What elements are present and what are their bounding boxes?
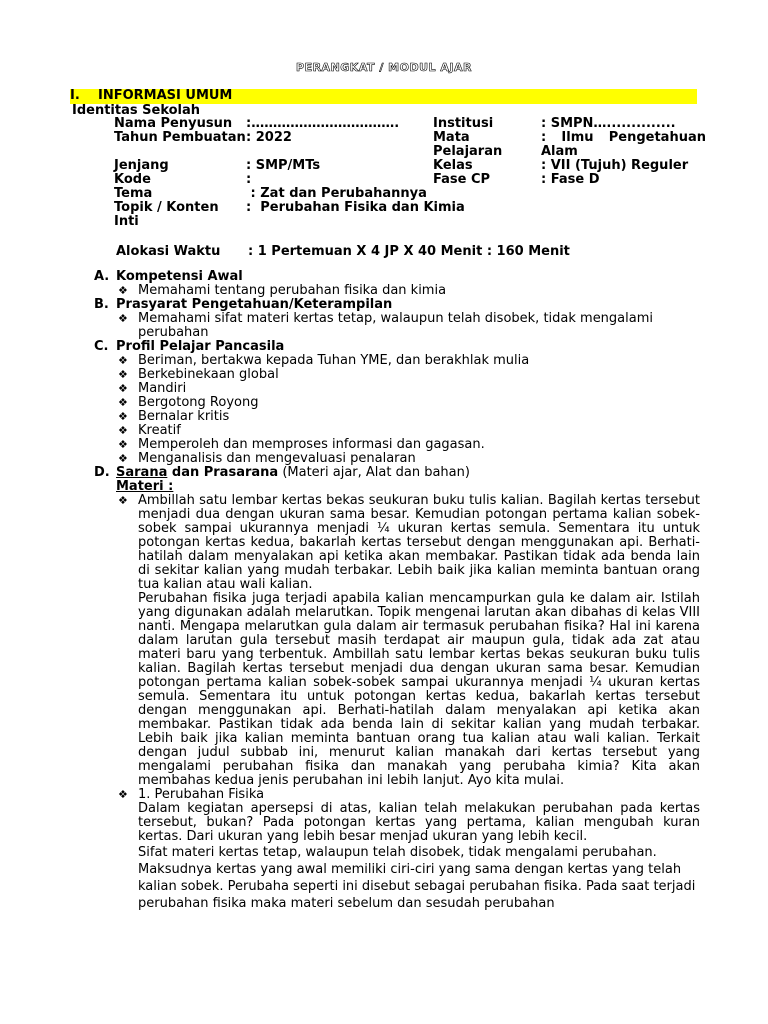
identity-table xyxy=(114,117,706,229)
section-letter: B. xyxy=(94,297,109,312)
jenjang-value: : SMP/MTs xyxy=(246,158,321,173)
alokasi-value: : 1 Pertemuan X 4 JP X 40 Menit : 160 Menit xyxy=(248,244,570,259)
fase-value: : Fase D xyxy=(541,172,600,187)
kelas-label: Kelas xyxy=(433,158,473,173)
tema-value: : Zat dan Perubahannya xyxy=(246,186,427,201)
section-a-heading xyxy=(94,270,700,284)
alokasi-label: Alokasi Waktu xyxy=(116,244,221,259)
diamond-bullet-icon: ❖ xyxy=(118,368,128,381)
tahun-value: : 2022 xyxy=(246,130,292,145)
table-row xyxy=(114,159,706,173)
section-letter: A. xyxy=(94,269,110,284)
table-row xyxy=(114,131,706,159)
diamond-bullet-icon: ❖ xyxy=(118,424,128,437)
section-b-heading xyxy=(94,298,700,312)
table-row xyxy=(114,117,706,131)
institusi-value: : SMPN….............. xyxy=(541,116,676,131)
diamond-bullet-icon: ❖ xyxy=(118,410,128,423)
list-item-text: Menganalisis dan mengevaluasi penalaran xyxy=(138,451,416,466)
table-row xyxy=(114,173,706,187)
mapel-value: : Ilmu Pengetahuan Alam xyxy=(541,130,706,159)
diamond-bullet-icon: ❖ xyxy=(118,452,128,465)
materi-paragraph-1: Ambillah satu lembar kertas bekas seukuran buku tulis kalian. Bagilah kertas tersebut menjadi dua dengan ukuran sama besar. Kemudian potongan pertama kalian sobek-sobek sampai ukurannya menjadi ¼ ukuran kertas semula. Sementara itu untuk potongan kertas kedua, bakarlah kertas tersebut dengan menggunakan api. Berhati-hatilah dalam menyalakan api ketika akan membakar. Pastikan tidak ada benda lain di sekitar kalian yang mudah terbakar. Lebih baik jika kalian meminta bantuan orang tua kalian atau wali kalian. xyxy=(138,493,700,592)
section-title: Kompetensi Awal xyxy=(116,269,243,284)
diamond-bullet-icon: ❖ xyxy=(118,494,128,507)
section-d-heading xyxy=(94,466,700,480)
list-item xyxy=(94,382,700,396)
materi-label: Materi : xyxy=(116,479,174,494)
list-item xyxy=(94,438,700,452)
list-item xyxy=(94,368,700,382)
identitas-heading: Identitas Sekolah xyxy=(72,103,201,118)
table-row xyxy=(114,187,706,201)
list-item xyxy=(94,788,700,802)
fase-label: Fase CP xyxy=(433,172,491,187)
list-item-text: Kreatif xyxy=(138,423,181,438)
kode-label: Kode xyxy=(114,172,151,187)
jenjang-label: Jenjang xyxy=(114,158,169,173)
section-letter: D. xyxy=(94,465,110,480)
list-item xyxy=(94,424,700,438)
fisika-paragraph-2: Sifat materi kertas tetap, walaupun telah disobek, tidak mengalami perubahan. Maksudnya kertas yang awal memiliki ciri-ciri yang sama dengan kertas yang telah kalian sobek. Perubaha seperti ini disebut sebagai perubahan fisika. Pada saat terjadi perubahan fisika maka materi sebelum dan sesudah perubahan xyxy=(138,845,696,911)
diamond-bullet-icon: ❖ xyxy=(118,382,128,395)
list-item-text: Mandiri xyxy=(138,381,187,396)
list-item xyxy=(94,452,700,466)
topik-value: : Perubahan Fisika dan Kimia xyxy=(246,200,465,215)
diamond-bullet-icon: ❖ xyxy=(118,312,128,325)
section-number: I. xyxy=(70,88,80,103)
nama-penyusun-value: :……………………………. xyxy=(246,116,400,131)
kelas-value: : VII (Tujuh) Reguler xyxy=(541,158,689,173)
mapel-label: Mata Pelajaran xyxy=(433,130,503,159)
list-item-text: Beriman, bertakwa kepada Tuhan YME, dan berakhlak mulia xyxy=(138,353,530,368)
section-heading-highlight xyxy=(70,89,697,104)
section-c-heading xyxy=(94,340,700,354)
list-item xyxy=(94,494,700,592)
table-row xyxy=(114,201,706,229)
list-item xyxy=(94,410,700,424)
fisika-item-title: 1. Perubahan Fisika xyxy=(138,787,265,802)
diamond-bullet-icon: ❖ xyxy=(118,438,128,451)
list-item-text: Berkebinekaan global xyxy=(138,367,279,382)
institusi-label: Institusi xyxy=(433,116,494,131)
tema-label: Tema xyxy=(114,186,153,201)
list-item xyxy=(94,354,700,368)
list-item-text: Memahami tentang perubahan fisika dan kimia xyxy=(138,283,447,298)
diamond-bullet-icon: ❖ xyxy=(118,396,128,409)
section-letter: C. xyxy=(94,339,109,354)
list-item-text: Memahami sifat materi kertas tetap, walaupun telah disobek, tidak mengalami perubahan xyxy=(138,311,653,340)
nama-penyusun-label: Nama Penyusun xyxy=(114,116,233,131)
topik-label: Topik / Konten Inti xyxy=(114,200,219,229)
kode-value: : xyxy=(246,172,252,187)
alokasi-row xyxy=(116,244,570,259)
list-item xyxy=(94,284,700,298)
document-title: PERANGKAT / MODUL AJAR xyxy=(296,61,472,74)
section-title-sarana: Sarana xyxy=(116,465,168,480)
tahun-label: Tahun Pembuatan xyxy=(114,130,246,145)
diamond-bullet-icon: ❖ xyxy=(118,354,128,367)
list-item xyxy=(94,396,700,410)
materi-paragraph-2: Perubahan fisika juga terjadi apabila kalian mencampurkan gula ke dalam air. Istilah yang digunakan adalah melarutkan. Topik mengenai larutan akan dibahas di kelas VIII nanti. Mengapa melarutkan gula dalam air termasuk perubahan fisika? Hal ini karena dalam larutan gula tersebut masih terdapat air maupun gula, tidak ada zat atau materi baru yang terbentuk. Ambillah satu lembar kertas bekas seukuran buku tulis kalian. Bagilah kertas tersebut menjadi dua dengan ukuran sama besar. Kemudian potongan pertama kalian sobek-sobek sampai ukurannya menjadi ¼ ukuran kertas semula. Sementara itu untuk potongan kertas kedua, bakarlah kertas tersebut dengan menggunakan api. Berhati-hatilah dalam menyalakan api ketika akan membakar. Pastikan tidak ada benda lain di sekitar kalian yang mudah terbakar. Lebih baik jika kalian meminta bantuan orang tua kalian atau wali kalian. Terkait dengan judul subbab ini, menurut kalian manakah dari kertas tersebut yang mengalami perubahan fisika dan manakah yang perubaha kimia? Kita akan membahas kedua jenis perubahan ini lebih lanjut. Ayo kita mulai. xyxy=(138,591,700,788)
diamond-bullet-icon: ❖ xyxy=(118,788,128,801)
content-body xyxy=(94,270,700,912)
section-title-note: (Materi ajar, Alat dan bahan) xyxy=(278,465,470,480)
fisika-paragraph-1: Dalam kegiatan apersepsi di atas, kalian telah melakukan perubahan pada kertas tersebut, bukan? Pada potongan kertas yang pertama, kalian mengubah kuran kertas. Dari ukuran yang lebih besar menjad ukuran yang lebih kecil. xyxy=(138,801,700,844)
section-title: INFORMASI UMUM xyxy=(98,88,233,103)
section-title: Profil Pelajar Pancasila xyxy=(116,339,285,354)
list-item xyxy=(94,312,700,340)
list-item-text: Bergotong Royong xyxy=(138,395,259,410)
section-title-rest: dan Prasarana xyxy=(167,465,279,480)
diamond-bullet-icon: ❖ xyxy=(118,284,128,297)
list-item-text: Memperoleh dan memproses informasi dan gagasan. xyxy=(138,437,485,452)
section-title: Prasyarat Pengetahuan/Keterampilan xyxy=(116,297,393,312)
list-item-text: Bernalar kritis xyxy=(138,409,230,424)
